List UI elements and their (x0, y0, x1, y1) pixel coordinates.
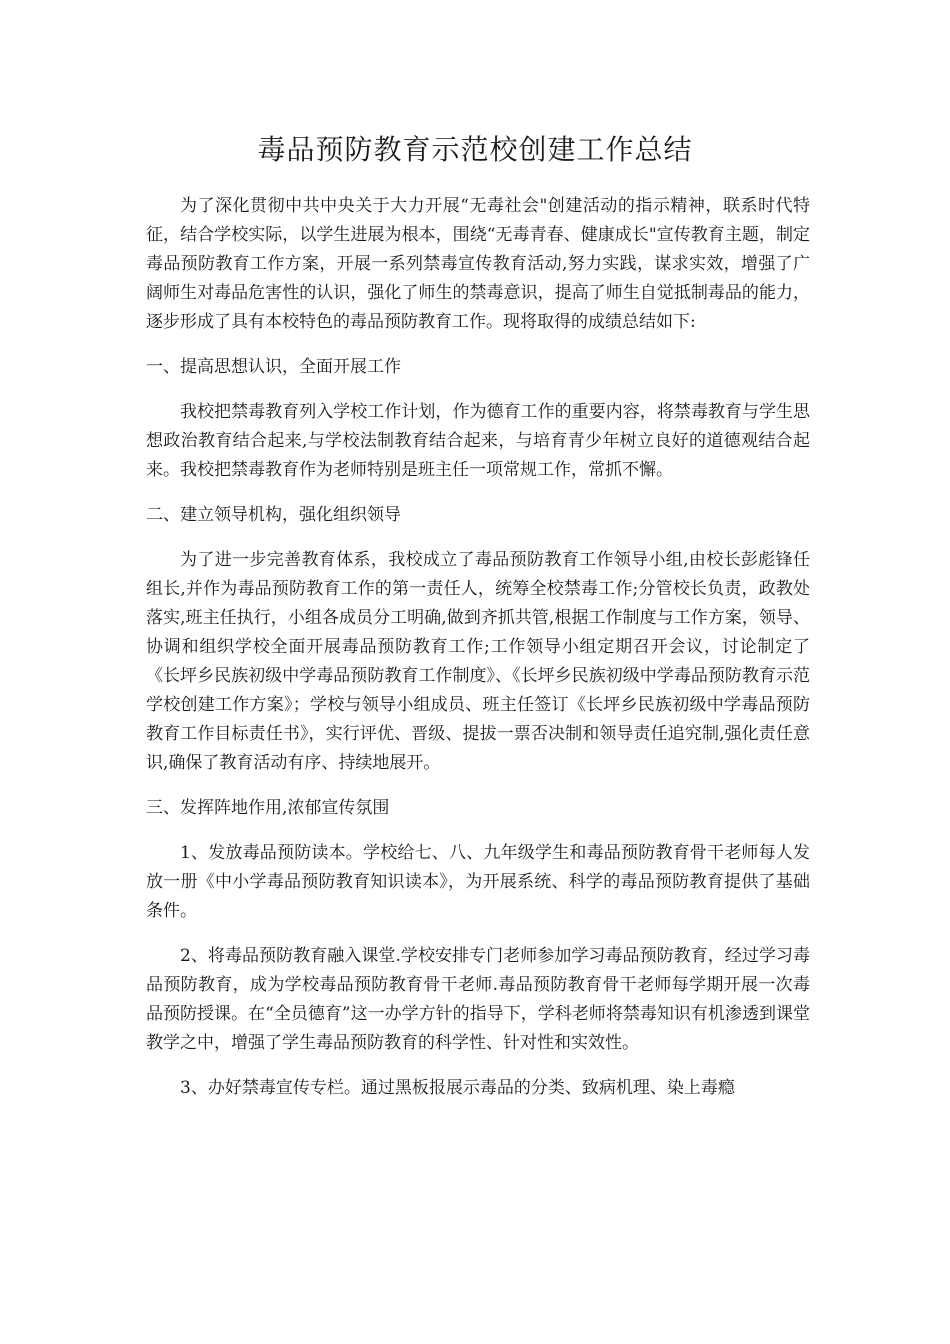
section-heading-3: 三、发挥阵地作用,浓郁宣传氛围 (146, 798, 390, 818)
section-heading-1: 一、提高思想认识，全面开展工作 (146, 357, 401, 377)
paragraph-intro: 为了深化贯彻中共中央关于大力开展“无毒社会"创建活动的指示精神，联系时代特征，结合学校实际，以学生进展为根本，围绕“无毒青春、健康成长"宣传教育主题，制定毒品预防教育工作方案，开展一系列禁毒宣传教育活动,努力实践，谋求实效，增强了广阔师生对毒品危害性的认识，强化了师生的禁毒意识，提高了师生自觉抵制毒品的能力，逐步形成了具有本校特色的毒品预防教育工作。现将取得的成绩总结如下: (146, 196, 810, 332)
section-heading-2: 二、建立领导机构，强化组织领导 (146, 505, 401, 525)
paragraph-item-3: 3、办好禁毒宣传专栏。通过黑板报展示毒品的分类、致病机理、染上毒瘾 (180, 1078, 735, 1098)
paragraph-section-2: 为了进一步完善教育体系，我校成立了毒品预防教育工作领导小组,由校长彭彪锋任组长,并作为毒品预防教育工作的第一责任人，统筹全校禁毒工作;分管校长负责，政教处落实,班主任执行，小组各成员分工明确,做到齐抓共管,根据工作制度与工作方案，领导、协调和组织学校全面开展毒品预防教育工作;工作领导小组定期召开会议，讨论制定了《长坪乡民族初级中学毒品预防教育工作制度》、《长坪乡民族初级中学毒品预防教育示范学校创建工作方案》；学校与领导小组成员、班主任签订《长坪乡民族初级中学毒品预防教育工作目标责任书》，实行评优、晋级、提拔一票否决制和领导责任追究制,强化责任意识,确保了教育活动有序、持续地展开。 (146, 550, 810, 773)
paragraph-item-1: 1、发放毒品预防读本。学校给七、八、九年级学生和毒品预防教育骨干老师每人发放一册《中小学毒品预防教育知识读本》，为开展系统、科学的毒品预防教育提供了基础条件。 (146, 843, 810, 921)
paragraph-section-1: 我校把禁毒教育列入学校工作计划，作为德育工作的重要内容，将禁毒教育与学生思想政治教育结合起来,与学校法制教育结合起来，与培育青少年树立良好的道德观结合起来。我校把禁毒教育作为老师特别是班主任一项常规工作，常抓不懈。 (146, 402, 810, 480)
paragraph-item-2: 2、将毒品预防教育融入课堂.学校安排专门老师参加学习毒品预防教育，经过学习毒品预防教育，成为学校毒品预防教育骨干老师.毒品预防教育骨干老师每学期开展一次毒品预防授课。在“全员德育”这一办学方针的指导下，学科老师将禁毒知识有机渗透到课堂教学之中，增强了学生毒品预防教育的科学性、针对性和实效性。 (146, 946, 810, 1053)
document-body (146, 192, 810, 1119)
document-title: 毒品预防教育示范校创建工作总结 (257, 133, 693, 166)
